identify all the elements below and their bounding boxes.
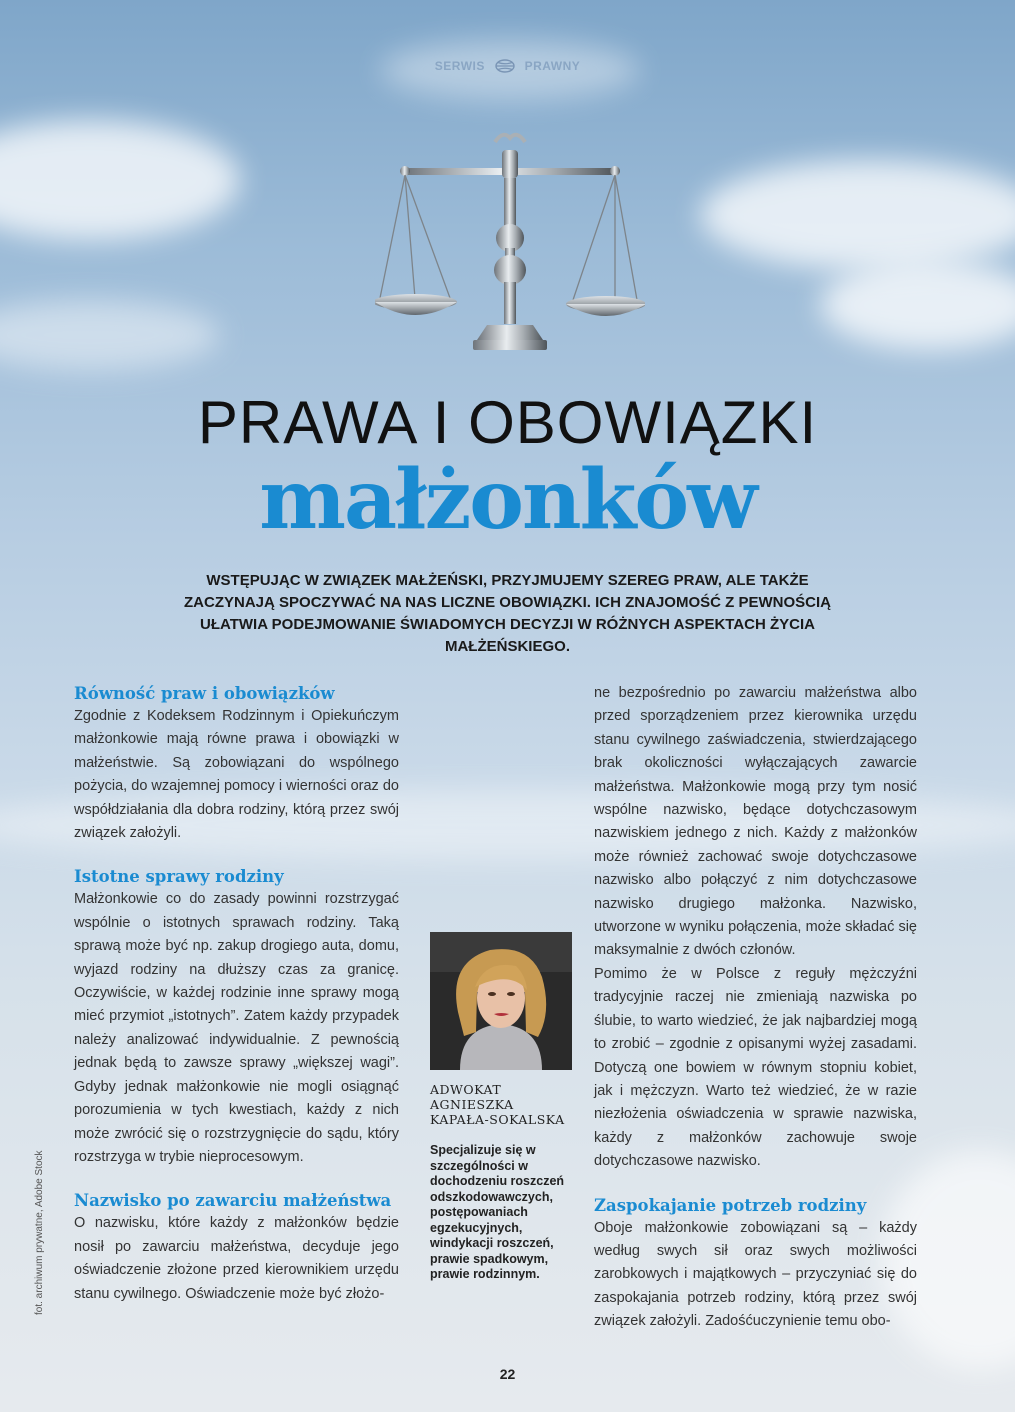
section-heading-equality: Równość praw i obowiązków — [74, 684, 335, 703]
portrait-image — [430, 932, 572, 1070]
column-right — [594, 682, 917, 1334]
cloud-decoration — [0, 300, 220, 370]
cloud-decoration — [0, 120, 240, 240]
section-header — [0, 58, 1015, 73]
author-name — [430, 1082, 590, 1127]
section-text-family-matters: Małżonkowie co do zasady powinni rozstrzygać wspólnie o istotnych sprawach rodziny. Taką sprawą może być np. zakup drogiego auta, domu, wyjazd rodziny na dłuższy czas za granicę. Oczywiście, w każdej rodzinie inne sprawy mogą mieć przymiot „istotnych”. Zatem każdy przypadek należy analizować indywidualnie. Z pewnością jednak będą to zawsze sprawy „większej wagi”. Gdyby jednak małżonkowie nie mogli osiągnąć porozumienia w tych kwestiach, każdy z nich może zwrócić się o rozstrzygnięcie do sądu, który rozstrzyga w trybie nieprocesowym. — [74, 891, 399, 1165]
scales-of-justice-icon — [375, 130, 645, 360]
lead-paragraph: WSTĘPUJĄC W ZWIĄZEK MAŁŻEŃSKI, PRZYJMUJEMY SZEREG PRAW, ALE TAKŻE ZACZYNAJĄ SPOCZYWAĆ NA NAS LICZNE OBOWIĄZKI. ICH ZNAJOMOŚĆ Z PEWNOŚCIĄ UŁATWIA PODEJMOWANIE ŚWIADOMYCH DECYZJI W RÓŻNYCH ASPEKTACH ŻYCIA MAŁŻEŃSKIEGO. — [184, 572, 831, 655]
section-text-family-needs: Oboje małżonkowie zobowiązani są – każdy według swych sił oraz swych możliwości zarobkowych i majątkowych – przyczyniać się do zaspokajania potrzeb rodziny, którą przez swój związek założyli. Zadośćuczynienie temu obo- — [594, 1219, 917, 1330]
author-bio: Specjalizuje się w szczególności w dochodzeniu roszczeń odszkodowawczych, postępowaniach egzekucyjnych, windykacji roszczeń, prawie spadkowym, prawie rodzinnym. — [430, 1143, 565, 1281]
section-text-surname: O nazwisku, które każdy z małżonków będzie nosił po zawarciu małżeństwa, decyduje jego oświadczenie złożone przed kierownikiem urzędu stanu cywilnego. Oświadczenie może być złożo- — [74, 1215, 399, 1302]
author-role: ADWOKAT — [430, 1082, 502, 1097]
author-photo — [430, 932, 572, 1070]
section-heading-family-needs: Zaspokajanie potrzeb rodziny — [594, 1195, 867, 1215]
cloud-decoration — [820, 260, 1015, 350]
header-left: SERWIS — [434, 58, 485, 73]
column-left — [74, 682, 399, 1306]
photo-credit: fot. archiwum prywatne, Adobe Stock — [34, 1150, 45, 1315]
section-heading-family-matters: Istotne sprawy rodziny — [74, 867, 284, 887]
section-text-surname-cont-2: Pomimo że w Polsce z reguły mężczyźni tradycyjnie raczej nie zmieniają nazwiska po ślubie, to warto wiedzieć, że jak najbardziej mogą to zrobić – zgodnie z opisanymi wyżej zasadami. Dotyczą one bowiem w równym stopniu kobiet, jak i mężczyzn. Warto też wiedzieć, że w razie niezłożenia oświadczenia w sprawie nazwiska, każdy z małżonków zachowuje swoje dotychczasowe nazwisko. — [594, 965, 917, 1170]
globe-icon — [495, 59, 515, 73]
author-last-name: KAPAŁA-SOKALSKA — [430, 1112, 565, 1127]
title-line-1: PRAWA I OBOWIĄZKI — [197, 389, 818, 456]
section-heading-surname: Nazwisko po zawarciu małżeństwa — [74, 1191, 392, 1211]
author-first-name: AGNIESZKA — [430, 1097, 514, 1112]
section-text-surname-cont-1: ne bezpośrednio po zawarciu małżeństwa albo przed sporządzeniem przez kierownika urzędu stanu cywilnego zaświadczenia, stwierdzającego brak okoliczności wyłączających zawarcie małżeństwa. Małżonkowie mogą przy tym nosić wspólne nazwisko, będące dotychczasowym nazwiskiem jednego z nich. Każdy z małżonków może również zachować swoje dotychczasowe nazwisko albo połączyć z nim dotychczasowe nazwisko drugiego małżonka. Nazwisko, utworzone w wyniku połączenia, może składać się maksymalnie z dwóch członów. — [594, 685, 917, 959]
page-number: 22 — [499, 1366, 516, 1382]
title-line-2: małżonków — [259, 452, 756, 548]
cloud-decoration — [700, 160, 1015, 270]
header-right: PRAWNY — [524, 58, 581, 73]
section-text-equality: Zgodnie z Kodeksem Rodzinnym i Opiekuńczym małżonkowie mają równe prawa i obowiązki w małżeństwie. Są zobowiązani do wspólnego pożycia, do wzajemnej pomocy i wierności oraz do współdziałania dla dobra rodziny, którą przez swój związek założyli. — [74, 708, 399, 842]
